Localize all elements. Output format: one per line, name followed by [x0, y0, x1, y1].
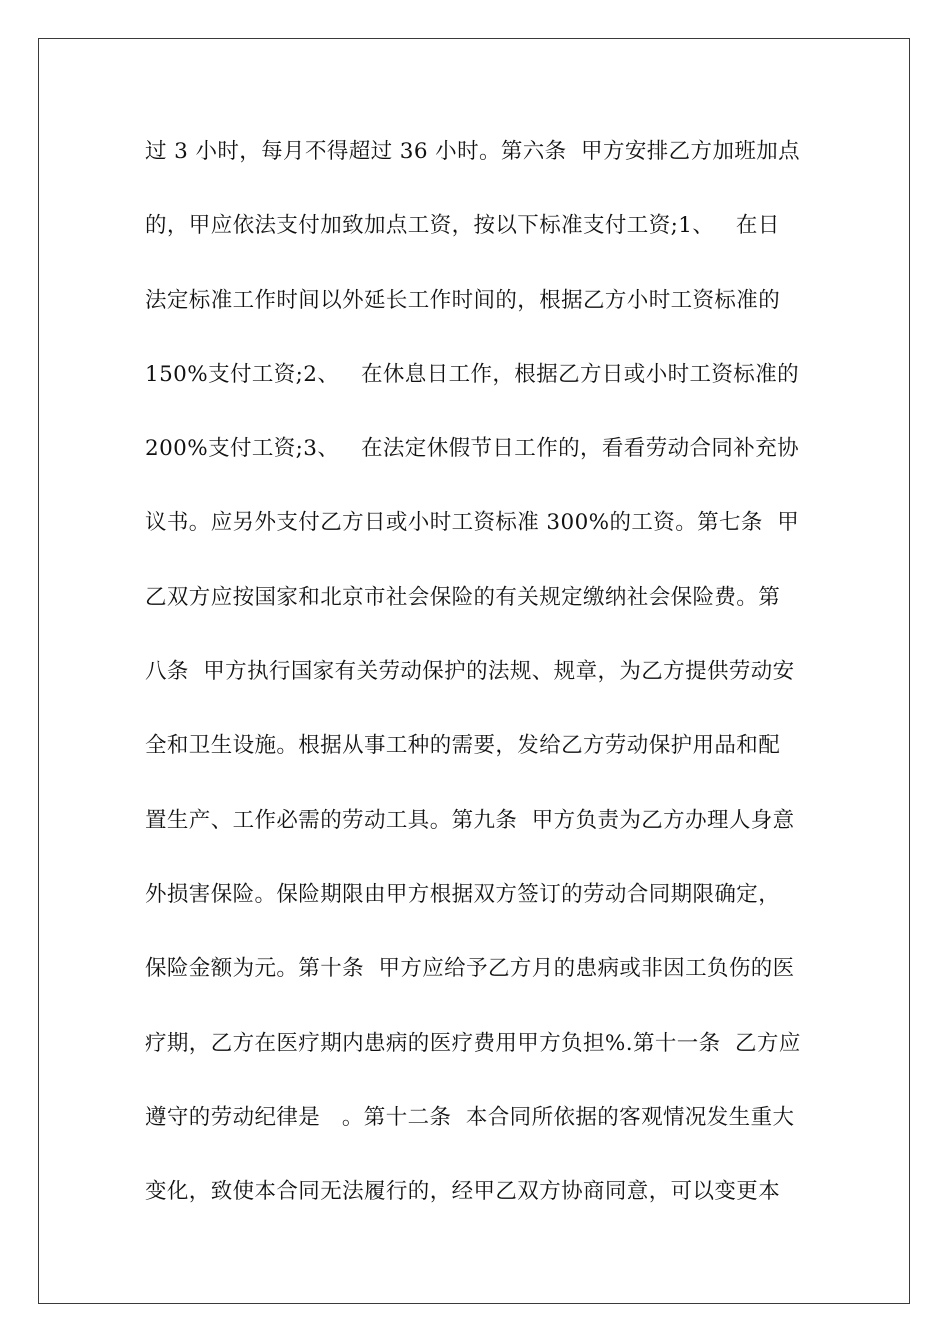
- text-line: 遵守的劳动纪律是 。第十二条 本合同所依据的客观情况发生重大: [145, 1104, 795, 1130]
- text-line: 150%支付工资;2、 在休息日工作，根据乙方日或小时工资标准的: [145, 361, 799, 387]
- text-line: 疗期，乙方在医疗期内患病的医疗费用甲方负担%.第十一条 乙方应: [145, 1030, 801, 1056]
- text-line: 的，甲应依法支付加致加点工资，按以下标准支付工资;1、 在日: [145, 213, 780, 239]
- text-line: 全和卫生设施。根据从事工种的需要，发给乙方劳动保护用品和配: [145, 733, 781, 759]
- text-line: 过 3 小时，每月不得超过 36 小时。第六条 甲方安排乙方加班加点: [145, 139, 801, 164]
- text-line: 变化，致使本合同无法履行的，经甲乙双方协商同意，可以变更本: [145, 1179, 781, 1205]
- document-body: [145, 122, 815, 1236]
- text-line: 乙双方应按国家和北京市社会保险的有关规定缴纳社会保险费。第: [145, 584, 781, 610]
- text-line: 保险金额为元。第十条 甲方应给予乙方月的患病或非因工负伤的医: [145, 956, 795, 982]
- text-line: 置生产、工作必需的劳动工具。第九条 甲方负责为乙方办理人身意: [145, 807, 795, 833]
- text-line: 外损害保险。保险期限由甲方根据双方签订的劳动合同期限确定，: [145, 881, 781, 907]
- text-line: 八条 甲方执行国家有关劳动保护的法规、规章，为乙方提供劳动安: [145, 659, 795, 685]
- text-line: 议书。应另外支付乙方日或小时工资标准 300%的工资。第七条 甲: [145, 510, 800, 536]
- text-line: 200%支付工资;3、 在法定休假节日工作的，看看劳动合同补充协: [145, 436, 799, 462]
- text-line: 法定标准工作时间以外延长工作时间的，根据乙方小时工资标准的: [145, 287, 781, 313]
